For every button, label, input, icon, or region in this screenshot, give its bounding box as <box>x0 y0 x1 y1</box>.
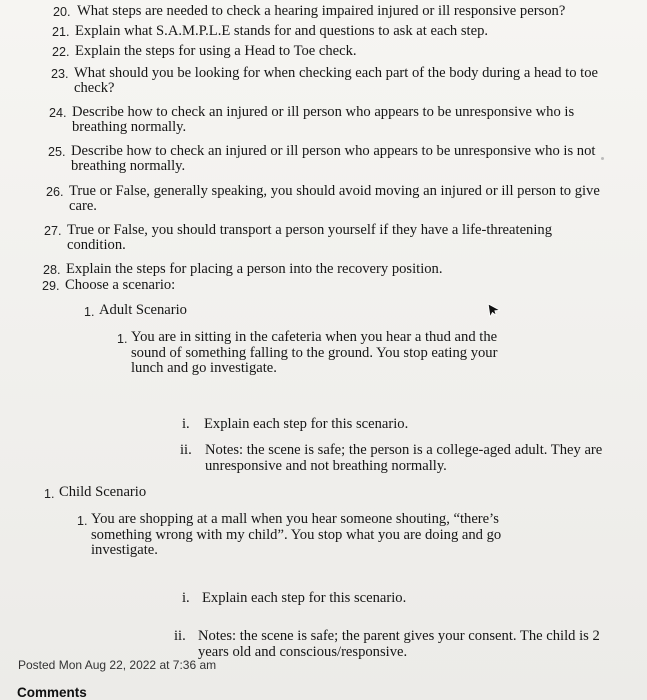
question-number: 26. <box>46 185 64 199</box>
question-23 <box>51 65 604 96</box>
question-text: Describe how to check an injured or ill person who appears to be unresponsive who is not breathing normally. <box>71 143 596 174</box>
child-item-number: 1. <box>77 514 88 528</box>
question-text: True or False, generally speaking, you should avoid moving an injured or ill person to give care. <box>69 183 600 214</box>
question-number: 20. <box>53 5 71 19</box>
question-number: 24. <box>49 106 67 120</box>
subitem-text: Explain each step for this scenario. <box>202 590 407 606</box>
subitem-numeral: ii. <box>174 628 186 644</box>
adult-subitem-i <box>183 417 603 433</box>
question-number: 21. <box>52 25 70 39</box>
posted-timestamp: Posted Mon Aug 22, 2022 at 7:36 am <box>18 658 217 672</box>
question-27 <box>44 222 599 253</box>
adult-scenario-text: You are in sitting in the cafeteria when you hear a thud and the sound of something falling to the ground. You stop eating your lunch and go investigate. <box>131 329 498 376</box>
question-text: Explain the steps for using a Head to Toe check. <box>75 43 357 59</box>
question-number: 28. <box>43 263 61 277</box>
question-number: 29. <box>42 279 60 293</box>
question-number: 22. <box>52 45 70 59</box>
subitem-text-content: Notes: the scene is safe; the person is a college-aged adult. They are unresponsive and not breathing normally. <box>205 442 603 474</box>
question-29 <box>42 277 585 293</box>
child-scenario-heading: Child Scenario <box>59 484 147 500</box>
question-number: 25. <box>48 145 66 159</box>
question-20 <box>53 3 637 19</box>
question-number: 23. <box>51 67 69 81</box>
child-scenario-number: 1. <box>44 487 55 501</box>
adult-subitem-ii <box>180 443 620 474</box>
adult-item-number: 1. <box>117 332 128 346</box>
adult-scenario-heading: Adult Scenario <box>99 302 187 318</box>
question-28 <box>43 261 586 277</box>
adult-scenario-number: 1. <box>84 305 95 319</box>
question-21 <box>52 23 595 39</box>
subitem-text: Notes: the scene is safe; the parent gives your consent. The child is 2 years old and conscious/responsive. <box>198 628 600 660</box>
question-text: What should you be looking for when checking each part of the body during a head to toe check? <box>74 65 599 96</box>
question-25 <box>48 143 601 174</box>
subitem-numeral: ii. <box>180 442 192 458</box>
subitem-numeral: i. <box>182 416 190 432</box>
mouse-pointer-icon <box>486 301 500 317</box>
question-text: True or False, you should transport a person yourself if they have a life-threatening condition. <box>67 222 552 253</box>
question-text: What steps are needed to check a hearing impaired injured or ill responsive person? <box>77 3 566 19</box>
question-text: Describe how to check an injured or ill person who appears to be unresponsive who is breathing normally. <box>72 104 575 135</box>
question-text: Choose a scenario: <box>65 277 176 293</box>
subitem-numeral: i. <box>182 590 190 606</box>
child-subitem-ii <box>174 629 614 660</box>
child-subitem-i <box>182 591 602 607</box>
question-text: Explain what S.A.M.P.L.E stands for and questions to ask at each step. <box>75 23 489 39</box>
question-text: Explain the steps for placing a person into the recovery position. <box>66 261 443 277</box>
comments-heading[interactable]: Comments <box>17 685 87 700</box>
question-26 <box>46 183 604 214</box>
question-22 <box>52 43 595 59</box>
subitem-text: Explain each step for this scenario. <box>204 416 409 432</box>
child-scenario-text: You are shopping at a mall when you hear someone shouting, “there’s something wrong with my child”. You stop what you are doing and go investigate. <box>91 511 502 558</box>
question-number: 27. <box>44 224 62 238</box>
question-24 <box>49 104 607 135</box>
scan-speck <box>601 157 604 160</box>
subitem-text <box>180 443 620 474</box>
